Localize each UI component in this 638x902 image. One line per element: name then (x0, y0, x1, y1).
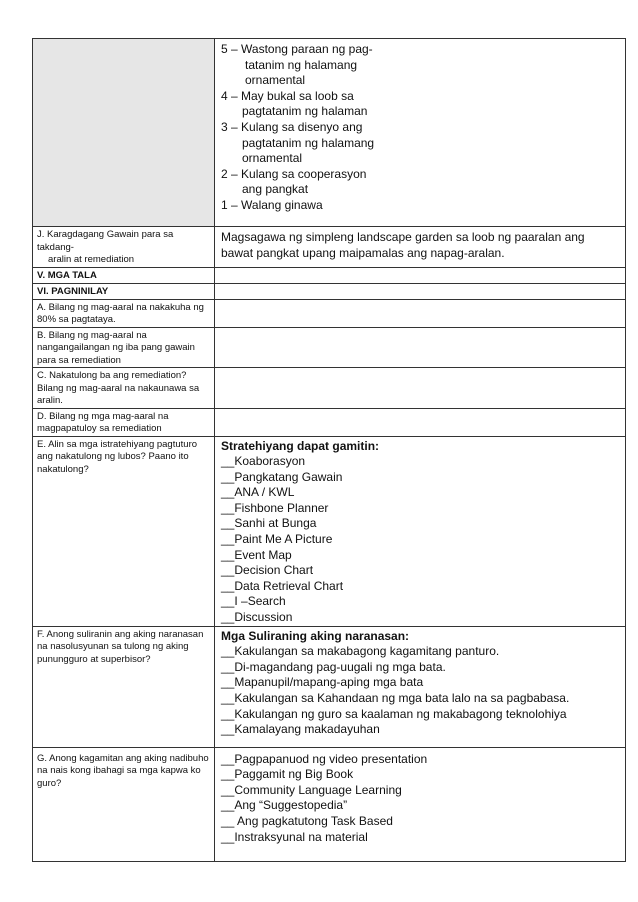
section-v-label: V. MGA TALA (33, 267, 215, 283)
strategy-option: __Discussion (221, 610, 293, 625)
item-d-row (33, 408, 626, 436)
item-b-label: B. Bilang ng mag-aaral na nangangailangan ng iba pang gawain para sa remediation (33, 327, 215, 368)
material-option: __Ang “Suggestopedia” (221, 798, 348, 813)
strategy-option: __Decision Chart (221, 563, 314, 578)
rubric-line: pagtatanim ng halamang (242, 135, 375, 150)
lesson-plan-table (32, 38, 626, 862)
strategy-option: __ANA / KWL (221, 485, 295, 500)
item-a-value (215, 299, 626, 327)
rubric-line: 2 – Kulang sa cooperasyon (221, 166, 367, 181)
problem-option: __Kamalayang makadayuhan (221, 722, 380, 737)
item-a-label: A. Bilang ng mag-aaral na nakakuha ng 80% sa pagtataya. (33, 299, 215, 327)
rubric-line: 1 – Walang ginawa (221, 197, 323, 212)
rubric-line: pagtatanim ng halaman (242, 104, 368, 119)
item-e-label: E. Alin sa mga istratehiyang pagtuturo ang nakatulong ng lubos? Paano ito nakatulong? (33, 436, 215, 626)
item-g-content (215, 747, 626, 861)
strategy-option: __Sanhi at Bunga (221, 516, 317, 531)
material-option: __Pagpapanuod ng video presentation (221, 751, 428, 766)
item-g-row (33, 747, 626, 861)
strategy-option: __Data Retrieval Chart (221, 578, 344, 593)
rubric-line: ornamental (245, 73, 306, 88)
problem-option: __Kakulangan ng guro sa kaalaman ng makabagong teknolohiya (221, 706, 567, 721)
strategy-option: __Event Map (221, 547, 292, 562)
item-e-content (215, 436, 626, 626)
strategy-option: __Koaborasyon (221, 454, 306, 469)
rubric-line: tatanim ng halamang (245, 57, 358, 72)
item-e-heading: Stratehiyang dapat gamitin: (221, 438, 380, 453)
section-v-value (215, 267, 626, 283)
item-f-heading: Mga Suliraning aking naranasan: (221, 628, 410, 643)
section-j-label: J. Karagdagang Gawain para sa takdang- aralin at remediation (33, 227, 215, 268)
strategy-option: __Fishbone Planner (221, 500, 329, 515)
item-b-value (215, 327, 626, 368)
strategy-option: __I –Search (221, 594, 286, 609)
rubric-line: 3 – Kulang sa disenyo ang (221, 119, 363, 134)
strategy-option: __Paint Me A Picture (221, 532, 333, 547)
rubric-label-cell (33, 39, 215, 227)
rubric-cell (215, 39, 626, 227)
material-option: __Community Language Learning (221, 782, 402, 797)
item-f-content (215, 626, 626, 747)
section-j-content: Magsagawa ng simpleng landscape garden sa loob ng paaralan ang bawat pangkat upang maipamalas ang napag-aralan. (215, 227, 626, 268)
material-option: __ Ang pagkatutong Task Based (221, 814, 393, 828)
rubric-line: 4 – May bukal sa loob sa (221, 88, 354, 103)
material-option: __Paggamit ng Big Book (221, 767, 354, 782)
item-g-label: G. Anong kagamitan ang aking nadibuho na nais kong ibahagi sa mga kapwa ko guro? (33, 747, 215, 861)
item-c-value (215, 368, 626, 409)
section-vi-label: VI. PAGNINILAY (33, 283, 215, 299)
item-d-value (215, 408, 626, 436)
item-d-label: D. Bilang ng mga mag-aaral na magpapatuloy sa remediation (33, 408, 215, 436)
problem-option: __Mapanupil/mapang-aping mga bata (221, 675, 424, 690)
item-b-row (33, 327, 626, 368)
item-e-row (33, 436, 626, 626)
rubric-line: ornamental (242, 151, 303, 166)
item-c-label: C. Nakatulong ba ang remediation? Bilang ng mag-aaral na nakaunawa sa aralin. (33, 368, 215, 409)
rubric-line: 5 – Wastong paraan ng pag- (221, 42, 373, 56)
item-c-row (33, 368, 626, 409)
rubric-row (33, 39, 626, 227)
problem-option: __Kakulangan sa makabagong kagamitang panturo. (221, 644, 500, 659)
problem-option: __Kakulangan sa Kahandaan ng mga bata lalo na sa pagbabasa. (221, 691, 570, 705)
section-vi-value (215, 283, 626, 299)
section-vi-row (33, 283, 626, 299)
rubric-line: ang pangkat (242, 182, 309, 197)
problem-option: __Di-magandang pag-uugali ng mga bata. (221, 659, 446, 674)
section-v-row (33, 267, 626, 283)
material-option: __Instraksyunal na material (221, 829, 368, 844)
section-j-row (33, 227, 626, 268)
strategy-option: __Pangkatang Gawain (221, 469, 343, 484)
item-f-row (33, 626, 626, 747)
item-f-label: F. Anong suliranin ang aking naranasan na nasolusyunan sa tulong ng aking punungguro at superbisor? (33, 626, 215, 747)
item-a-row (33, 299, 626, 327)
